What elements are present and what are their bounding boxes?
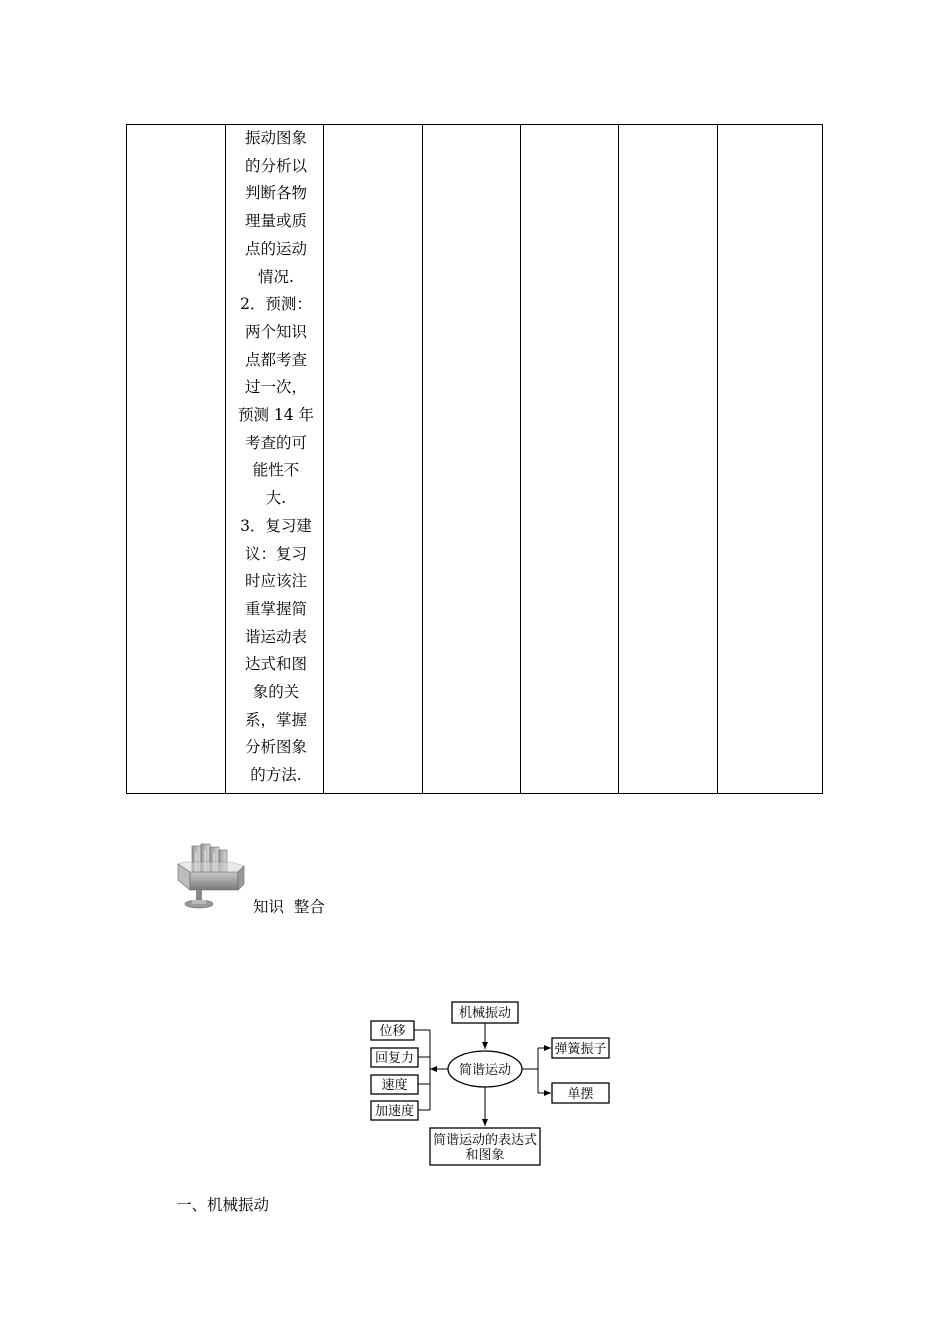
left-box-label: 加速度	[374, 1104, 415, 1119]
cell-line: 判断各物	[244, 184, 307, 203]
column-divider	[225, 125, 226, 793]
books-on-stand-icon	[176, 838, 246, 912]
cell-line: 系，掌握	[244, 710, 307, 729]
right-box-label: 弹簧振子	[554, 1042, 607, 1057]
cell-line: 预测 14 年	[237, 406, 315, 424]
cell-line: 议：复习	[244, 544, 307, 563]
column-divider	[422, 125, 423, 793]
cell-line: 能性不	[252, 461, 300, 480]
cell-line: 2．预测：	[240, 295, 312, 314]
cell-line: 过一次，	[244, 378, 307, 397]
center-label: 简谐运动	[458, 1063, 512, 1078]
right-box-label: 单摆	[567, 1087, 594, 1102]
cell-line: 分析图象	[244, 738, 307, 757]
bottom-box-label: 简谐运动的表达式	[432, 1133, 538, 1148]
cell-line: 重掌握简	[244, 599, 307, 618]
cell-line: 点的运动	[244, 239, 307, 258]
cell-line: 象的关	[252, 683, 300, 701]
column-divider	[717, 125, 718, 793]
cell-line: 达式和图	[244, 655, 307, 674]
left-box-label: 速度	[381, 1078, 408, 1093]
cell-line: 的方法.	[250, 766, 302, 785]
cell-line: 时应该注	[244, 572, 307, 591]
concept-map	[366, 998, 616, 1170]
left-box-label: 回复力	[374, 1051, 415, 1066]
cell-line: 的分析以	[244, 156, 307, 175]
section-title: 知识 整合	[253, 898, 325, 916]
exam-analysis-table	[126, 124, 823, 794]
column-divider	[520, 125, 521, 793]
bottom-box-label: 和图象	[465, 1148, 505, 1163]
cell-line: 大.	[265, 489, 287, 508]
column-divider	[618, 125, 619, 793]
left-box-label: 位移	[379, 1024, 406, 1039]
cell-line: 振动图象	[244, 129, 307, 147]
cell-line: 3．复习建	[240, 516, 312, 535]
cell-line: 谐运动表	[244, 627, 307, 646]
section-heading: 一、机械振动	[176, 1196, 270, 1214]
cell-line: 情况.	[258, 267, 294, 286]
cell-line: 考查的可	[244, 433, 307, 452]
cell-line: 理量或质	[244, 212, 307, 231]
cell-line: 两个知识	[244, 322, 307, 341]
cell-line: 点都考查	[244, 350, 307, 369]
top-box-label: 机械振动	[458, 1006, 512, 1021]
